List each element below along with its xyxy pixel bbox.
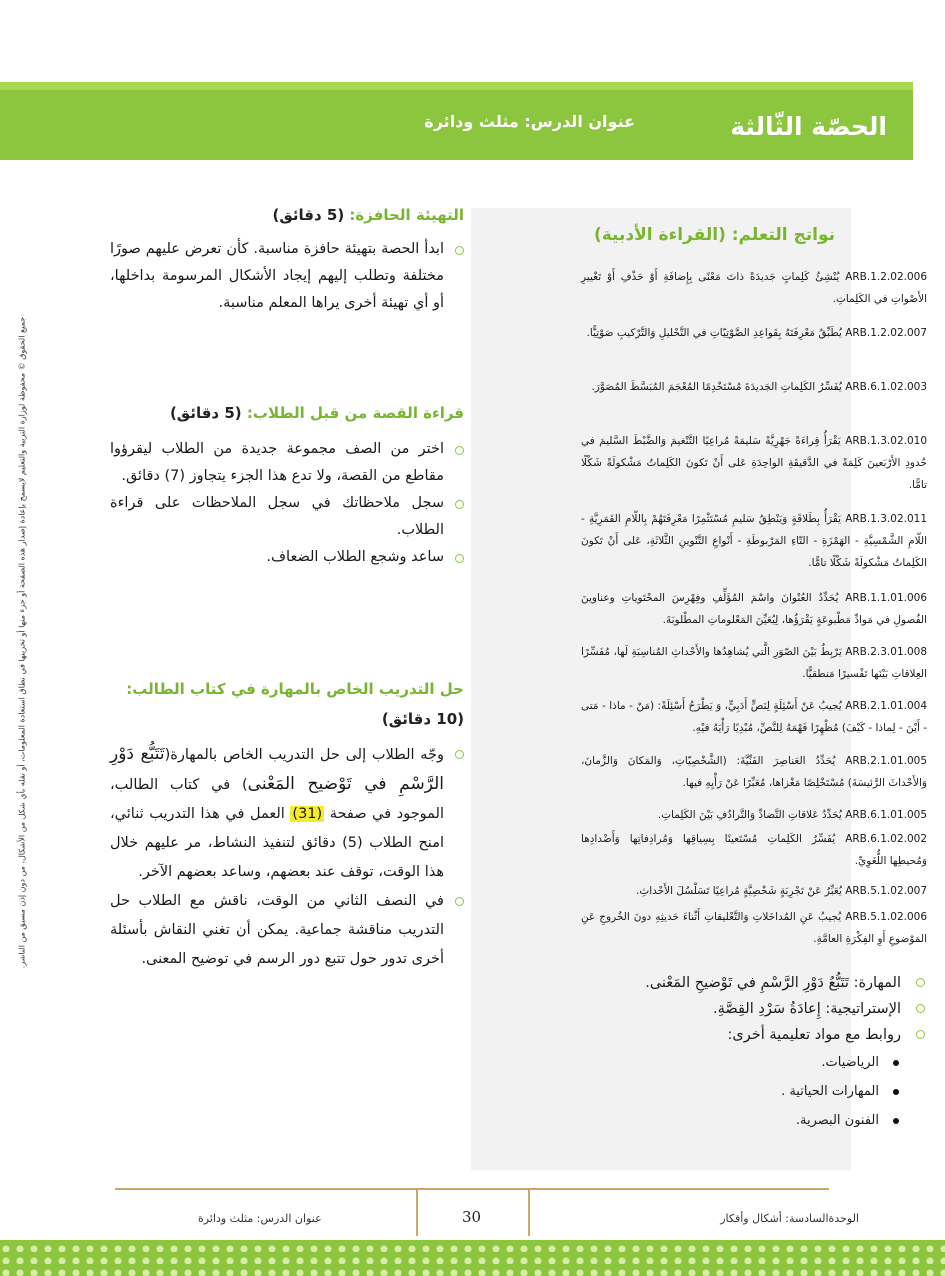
lesson-title: عنوان الدرس: مثلث ودائرة xyxy=(424,112,635,131)
warmup-heading: التهيئة الحافزة: (5 دقائق) xyxy=(272,206,464,224)
bullet-circle-icon xyxy=(455,446,464,455)
bullet-circle-icon xyxy=(455,750,464,759)
links-sub-item xyxy=(581,1077,927,1106)
outcome-text: يَقْرَأُ قِراءَةً جَهْرِيَّةً سَليمَةً مُراعِيًا التَّنْغيمَ وَالضَّبْطَ السَّليمَ في حُدودِ الأَرْبَعينَ كَلِمَةً في الدَّقيقَةِ الواحِدَةِ عَلى أَنْ تَكونَ الكَلِماتُ مَشْكولَةً شَكْلًا تامًّا. xyxy=(581,435,927,491)
outcome-code: ARB.6.1.01.005 xyxy=(845,809,927,821)
outcome-text: يُفَسِّرُ الكَلِماتِ الجَديدَةَ مُسْتَخْدِمًا المُعْجَمَ المُبَسَّطَ المُصَوَّرَ. xyxy=(591,381,842,393)
outcome-text: يَقْرَأُ بِطَلاقَةٍ وَيَنْطِقُ سَليمِ مُسْتَثْمِرًا مَعْرِفَتَهُمْ بِاللّامِ القَمَرِيَّةِ - اللّامِ الشَّمْسِيَّةِ - الهَمْزَةِ - التّاءِ المَرْبوطَةِ - أَنْواعِ التَّنْوينِ الثَّلاثَةِ، عَلى أَنْ تَكونَ الكَلِماتُ مَشْكولَةً شَكْلًا تامًّا. xyxy=(581,513,927,569)
skill-name: تَتَبُّع دَوْرِ الرَّسْمِ في تَوْضيح المَعْنى xyxy=(110,744,444,794)
outcome-item xyxy=(581,880,927,902)
outcome-code: ARB.1.3.02.011 xyxy=(845,513,927,525)
page-number: 30 xyxy=(462,1208,482,1226)
link-subject: الرياضيات. xyxy=(821,1055,879,1070)
training-item: في النصف الثاني من الوقت، ناقش مع الطلاب حل التدريب مناقشة جماعية. يمكن أن تغني النقاش بأسئلة أخرى تدور حول تتبع دور الرسم في توضيح المعنى. xyxy=(110,887,464,974)
bullet-circle-icon xyxy=(916,1004,925,1013)
warmup-text: ابدأ الحصة بتهيئة حافزة مناسبة. كأن تعرض عليهم صورًا مختلفة وتطلب إليهم إيجاد الأشكال المرسومة بداخلها، أو أي تهيئة أخرى يراها المعلم مناسبة. xyxy=(110,236,464,317)
outcome-code: ARB.5.1.02.007 xyxy=(845,885,927,897)
footer-tick xyxy=(416,1188,418,1236)
copyright-side-note xyxy=(10,300,34,1000)
outcomes-heading: نواتج التعلم: (القراءة الأدبية) xyxy=(593,225,835,245)
reading-item: ساعد وشجع الطلاب الضعاف. xyxy=(110,544,464,571)
reading-item: اختر من الصف مجموعة جديدة من الطلاب ليقرؤوا مقاطع من القصة، ولا تدع هذا الجزء يتجاوز (7) دقائق. xyxy=(110,436,464,490)
outcome-item xyxy=(581,906,927,950)
bullet-circle-icon xyxy=(455,500,464,509)
bullet-circle-icon xyxy=(916,978,925,987)
bullet-dot-icon xyxy=(893,1118,899,1124)
outcome-item xyxy=(581,804,927,826)
reading-item: سجل ملاحظاتك في سجل الملاحظات على قراءة الطلاب. xyxy=(110,490,464,544)
outcome-text: يُطَبِّقُ مَعْرِفَتَهُ بِقَواعِدِ الصَّوْتِيّاتِ في التَّحْليلِ وَالتَّرْكيبِ صَوْتِيًّا. xyxy=(586,327,842,339)
page-reference: (31) xyxy=(292,806,323,822)
strategy-text: الإستراتيجية: إِعادَةُ سَرْدِ القِصَّةِ. xyxy=(713,1001,901,1017)
header-strip xyxy=(0,82,913,90)
outcome-code: ARB.6.1.02.003 xyxy=(845,381,927,393)
outcome-item xyxy=(581,266,927,310)
reading-heading: قراءة القصة من قبل الطلاب: (5 دقائق) xyxy=(169,404,464,422)
footer-lesson: عنوان الدرس: مثلث ودائرة xyxy=(198,1212,322,1225)
copyright-text: جميع الحقوق © محفوظة لوزارة التربية والتعليم لايسمح بإعادة إصدار هذه الصفحة أو جزء منها أو تخزينها في نطاق استعادة المعلومات، أو نقله بأي شكل من الأشكال، من دون إذن مسبق من الناشر. xyxy=(17,316,27,969)
outcome-text: يَرْبِطُ بَيْنَ الصّوَرِ الَّتي يُشاهِدُها والأَحْداثِ المُناسِبَةِ لَها، مُفَسِّرًا العِلاقاتِ بَيْنَها تَفْسيرًا مَنطقيًّا. xyxy=(581,646,927,680)
outcome-text: يُجيبُ عَنِ المُداخَلاتِ وَالتَّعْليقاتِ أَثْناءَ حَديثِهِ دونَ الخُروجِ عَنِ المَوْضوعِ أَوِ الفِكْرَةِ العامَّةِ. xyxy=(581,911,927,945)
skill-item xyxy=(581,970,927,996)
training-heading: حل التدريب الخاص بالمهارة في كتاب الطالب: (10 دقائق) xyxy=(126,680,464,728)
outcome-code: ARB.1.1.01.006 xyxy=(845,592,927,604)
warmup-time: (5 دقائق) xyxy=(272,206,345,224)
outcome-text: يُحَدِّدُ العُنْوانَ واسْمَ المُؤَلِّفِ وفِهْرِسَ المحْتَوياتِ وعناوينَ الفُصولِ في مَوادِّ مَطْبوعَةٍ يَقْرَؤُها، لِيُعَيِّنَ المَعْلوماتِ المطْلوبَةَ. xyxy=(581,592,927,626)
link-subject: الفنون البصرية. xyxy=(795,1113,879,1128)
outcome-code: ARB.2.1.01.004 xyxy=(845,700,928,712)
outcome-item xyxy=(581,695,927,739)
reading-time: (5 دقائق) xyxy=(169,404,242,422)
outcome-text: يُحَدِّدُ العَناصِرَ الفَنِّيَّةَ: (الشَّخْصِيّاتِ، وَالمَكانَ وَالزَّمانَ، وَالأَحْداثَ الرَّئيسَةَ) مُسْتَخْلِصًا مَغْزاها، مُعَبِّرًا عَنْ رَأْيِهِ فيها. xyxy=(581,755,927,789)
link-subject: المهارات الحياتية . xyxy=(781,1084,879,1099)
training-time: (10 دقائق) xyxy=(381,710,464,728)
links-item xyxy=(581,1022,927,1048)
training-section xyxy=(110,740,464,974)
reading-section xyxy=(110,436,464,571)
outcome-code: ARB.6.1.02.002 xyxy=(845,833,927,845)
outcome-code: ARB.5.1.02.006 xyxy=(845,911,927,923)
outcome-code: ARB.1.3.02.010 xyxy=(845,435,927,447)
footer-unit: الوحدةالسادسة: أشكال وأفكار xyxy=(720,1212,859,1225)
outcome-text: يُفَسِّرُ الكَلِماتِ مُسْتَعينًا بِسِياقِها وَمُرادِفاتِها وَأَضْدادِها وَمُحيطِها اللُّغَوِيِّ. xyxy=(581,833,927,867)
outcome-item xyxy=(581,587,927,631)
outcome-text: يُحَدِّدُ عَلاقاتِ التَّضادِّ وَالتَّرادُفِ بَيْنَ الكَلِماتِ. xyxy=(657,809,842,821)
outcome-item xyxy=(581,508,927,574)
training-item: وجّه الطلاب إلى حل التدريب الخاص بالمهارة(تَتَبُّع دَوْرِ الرَّسْمِ في تَوْضيح المَعْنى) في كتاب الطالب، الموجود في صفحة (31) العمل في هذا التدريب ثنائي، امنح الطلاب (5) دقائق لتنفيذ النشاط، مر عليهم خلال هذا الوقت، توقف عند بعضهم، وساعد بعضهم الآخر. xyxy=(110,740,464,887)
bullet-circle-icon xyxy=(916,1030,925,1039)
outcome-text: يُنْشِئُ كَلِماتٍ جَديدَةً ذاتَ مَعْنًى بِإِضافَةِ أَوْ حَذْفِ أَوْ تَغْييرِ الأَصْواتِ في الكَلِماتِ. xyxy=(581,271,927,305)
bullet-dot-icon xyxy=(893,1089,899,1095)
page-title: الحصّة الثّالثة xyxy=(730,112,887,141)
skill-strategy-list xyxy=(581,970,927,1135)
skill-text: المهارة: تَتَبُّعُ دَوْرِ الرَّسْمِ في تَوْضيحِ المَعْنى. xyxy=(645,975,901,991)
outcome-code: ARB.1.2.02.007 xyxy=(845,327,927,339)
bullet-circle-icon xyxy=(455,897,464,906)
outcome-code: ARB.2.3.01.008 xyxy=(845,646,927,658)
bullet-dot-icon xyxy=(893,1060,899,1066)
outcome-text: يُعَبِّرُ عَنْ تَجْرِبَةٍ شَخْصِيَّةٍ مُراعِيًا تَسَلْسُلَ الأَحْداثِ. xyxy=(636,885,842,897)
outcome-text: يُجيبُ عَنْ أَسْئِلَةٍ لِنَصٍّ أَدَبِيٍّ، وَ يَطْرَحُ أَسْئِلَةً: (مَنْ - ماذا - مَتى - أَيْنَ - لِماذا - كَيْفَ) مُظْهِرًا فَهْمَهُ لِلنَّصِّ، مُبْدِيًا رَأْيَهُ فيْهِ. xyxy=(581,700,927,734)
bottom-pattern-band xyxy=(0,1240,945,1276)
links-heading: روابط مع مواد تعليمية أخرى: xyxy=(727,1027,901,1043)
outcome-item xyxy=(581,376,927,398)
bullet-circle-icon xyxy=(455,554,464,563)
bullet-circle-icon xyxy=(455,246,464,255)
footer-divider xyxy=(115,1188,829,1190)
warmup-section xyxy=(110,236,464,317)
links-sub-item xyxy=(581,1048,927,1077)
outcome-item xyxy=(581,430,927,496)
outcome-code: ARB.2.1.01.005 xyxy=(845,755,927,767)
outcome-item xyxy=(581,828,927,872)
outcome-item xyxy=(581,750,927,794)
footer-tick xyxy=(528,1188,530,1236)
outcome-code: ARB.1.2.02.006 xyxy=(845,271,927,283)
strategy-item xyxy=(581,996,927,1022)
outcome-item xyxy=(581,641,927,685)
outcome-item xyxy=(581,322,927,344)
links-sub-item xyxy=(581,1106,927,1135)
